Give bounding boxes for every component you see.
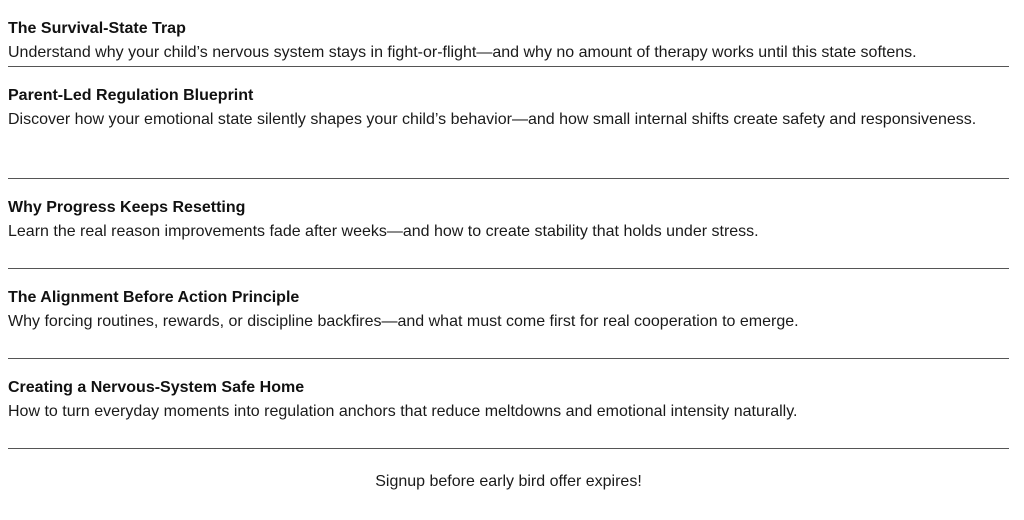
item-title: Parent-Led Regulation Blueprint	[8, 87, 254, 104]
list-item	[8, 269, 1009, 358]
list-item	[8, 359, 1009, 448]
list-item	[8, 67, 1009, 178]
item-title: Why Progress Keeps Resetting	[8, 199, 246, 216]
item-description: Discover how your emotional state silently shapes your child’s behavior—and how small internal shifts create safety and responsiveness.	[8, 111, 977, 128]
list-item	[8, 179, 1009, 268]
item-title: The Survival-State Trap	[8, 20, 186, 37]
item-description: Learn the real reason improvements fade after weeks—and how to create stability that holds under stress.	[8, 223, 759, 240]
item-description: Understand why your child’s nervous system stays in fight-or-flight—and why no amount of therapy works until this state softens.	[8, 44, 917, 61]
item-description: Why forcing routines, rewards, or discipline backfires—and what must come first for real cooperation to emerge.	[8, 313, 799, 330]
divider	[8, 448, 1009, 449]
item-description: How to turn everyday moments into regulation anchors that reduce meltdowns and emotional intensity naturally.	[8, 403, 798, 420]
item-title: The Alignment Before Action Principle	[8, 289, 300, 306]
list-item	[8, 0, 1009, 66]
signup-reminder-text: Signup before early bird offer expires!	[375, 473, 642, 490]
item-title: Creating a Nervous-System Safe Home	[8, 379, 305, 396]
